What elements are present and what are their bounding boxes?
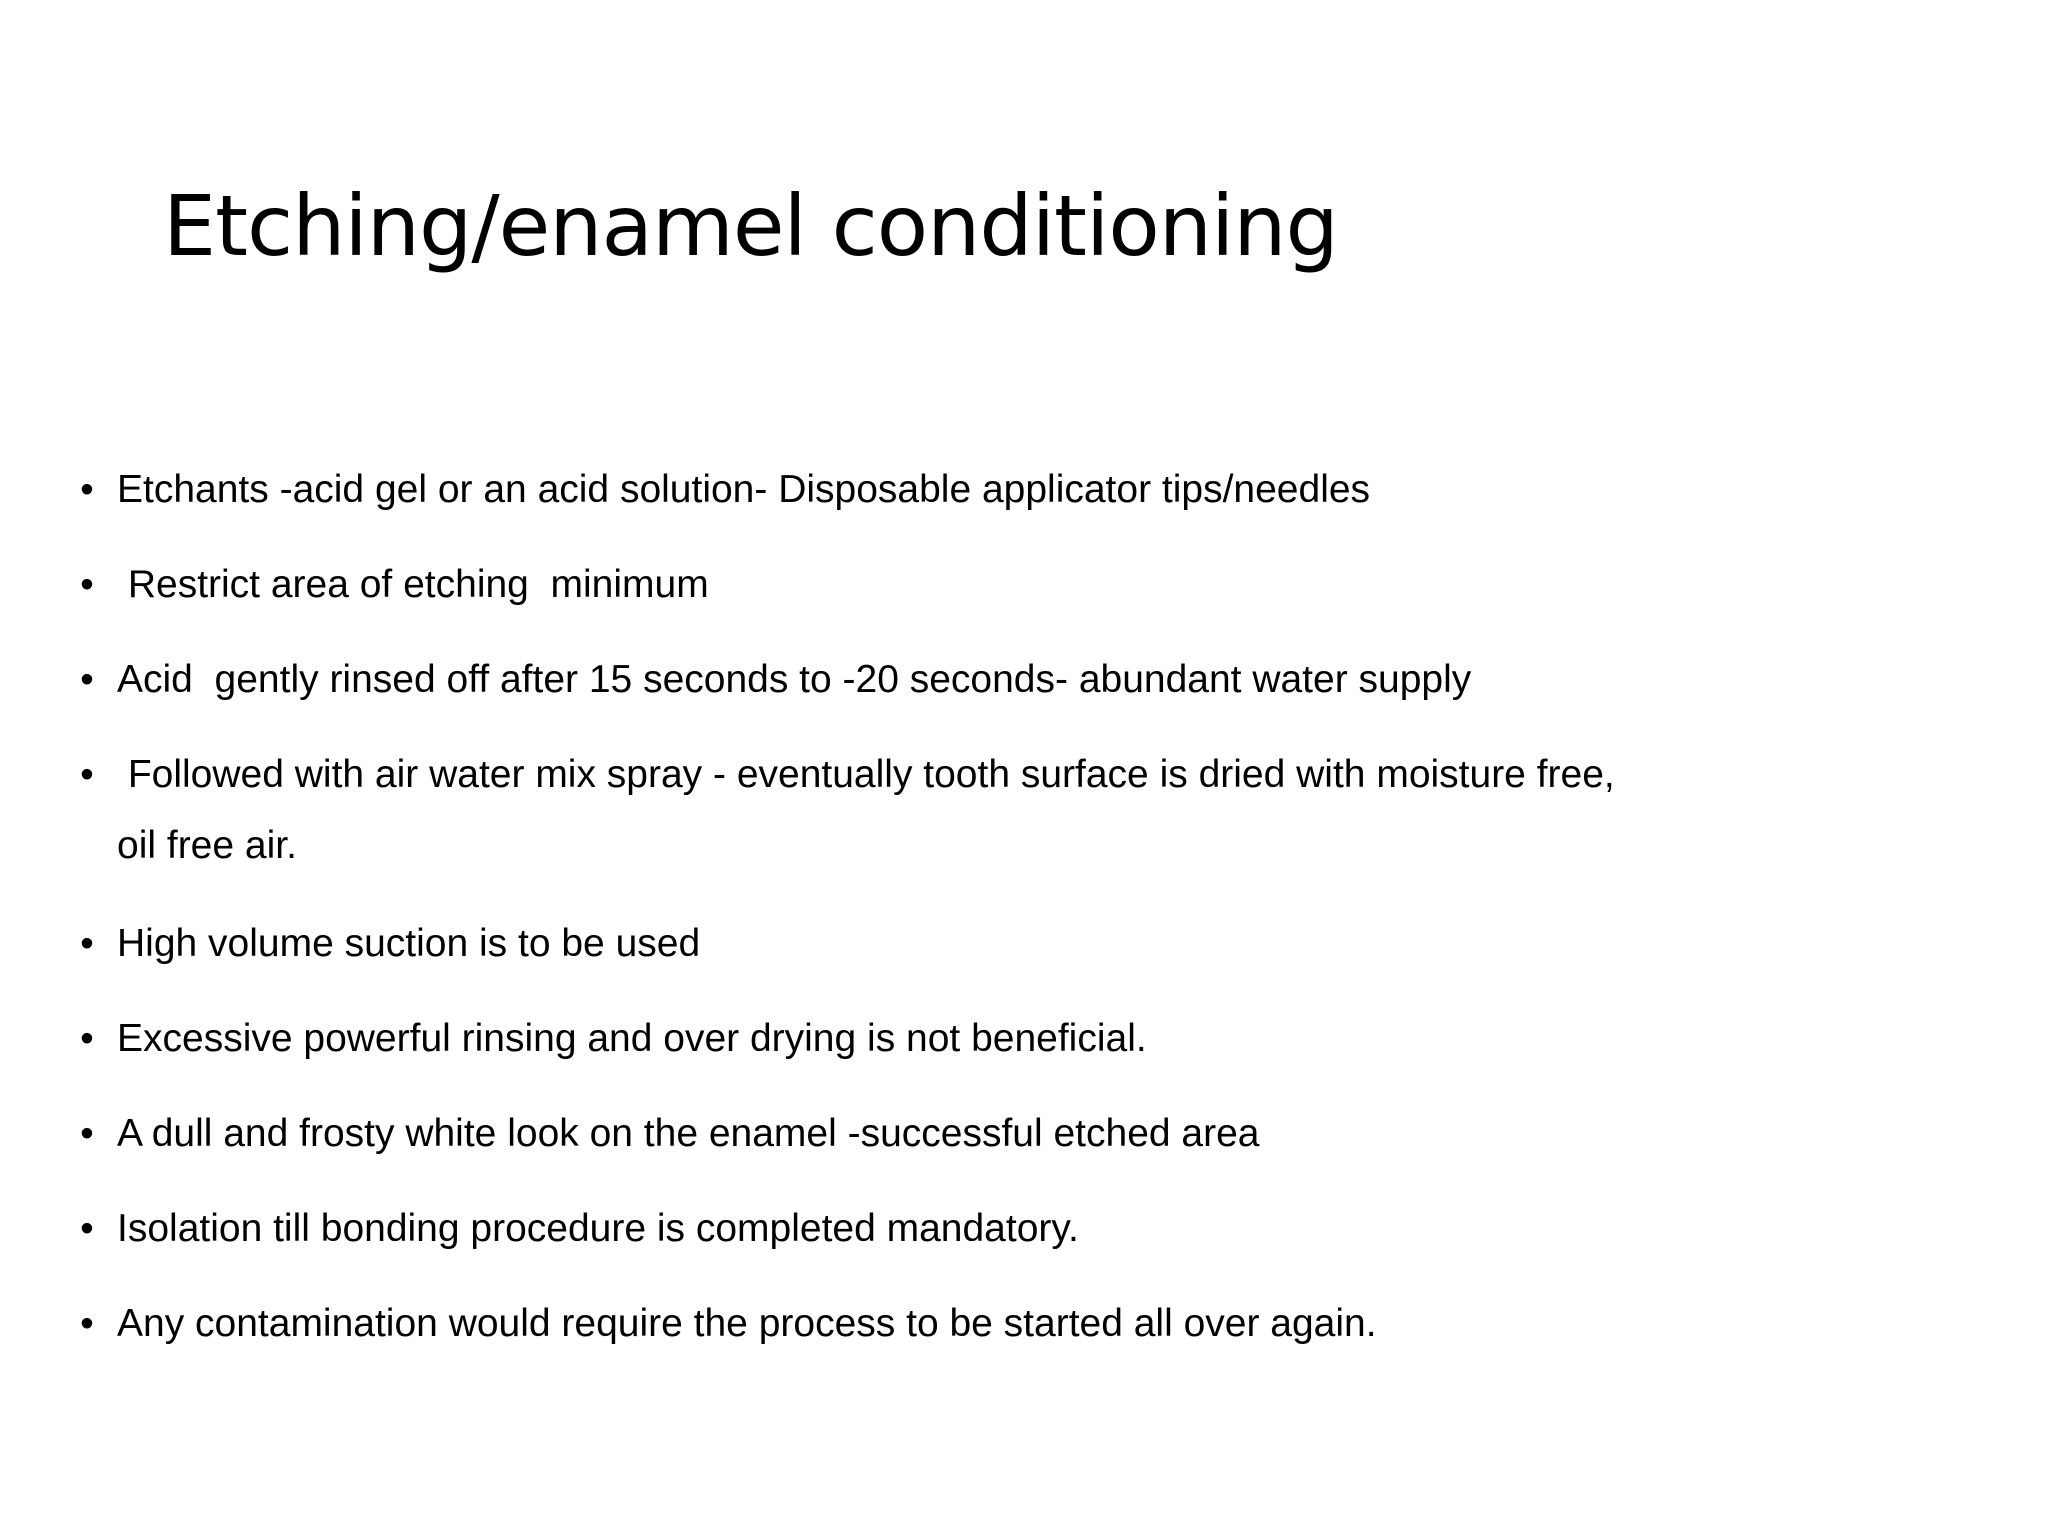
bullet-dot-icon: • <box>80 563 94 606</box>
bullet-dot-icon: • <box>80 1207 94 1250</box>
bullet-text: A dull and frosty white look on the enamel -successful etched area <box>117 1112 1260 1155</box>
bullet-dot-icon: • <box>80 658 94 701</box>
bullet-text: Etchants -acid gel or an acid solution- Disposable applicator tips/needles <box>117 468 1371 511</box>
bullet-text: Acid gently rinsed off after 15 seconds to -20 seconds- abundant water supply <box>117 658 1472 701</box>
bullet-dot-icon: • <box>80 753 94 796</box>
bullet-text: Isolation till bonding procedure is completed mandatory. <box>117 1207 1079 1250</box>
bullet-text: Excessive powerful rinsing and over drying is not beneficial. <box>117 1017 1147 1060</box>
bullet-text: Followed with air water mix spray - eventually tooth surface is dried with moisture free, <box>117 753 1615 796</box>
bullet-dot-icon: • <box>80 922 94 965</box>
bullet-text: High volume suction is to be used <box>117 922 701 965</box>
bullet-dot-icon: • <box>80 1112 94 1155</box>
bullet-text-continuation: oil free air. <box>117 824 297 867</box>
slide-title: Etching/enamel conditioning <box>163 177 1338 275</box>
bullet-dot-icon: • <box>80 1017 94 1060</box>
bullet-dot-icon: • <box>80 1302 94 1345</box>
bullet-dot-icon: • <box>80 468 94 511</box>
bullet-text: Any contamination would require the process to be started all over again. <box>117 1302 1377 1345</box>
bullet-text: Restrict area of etching minimum <box>117 563 709 606</box>
